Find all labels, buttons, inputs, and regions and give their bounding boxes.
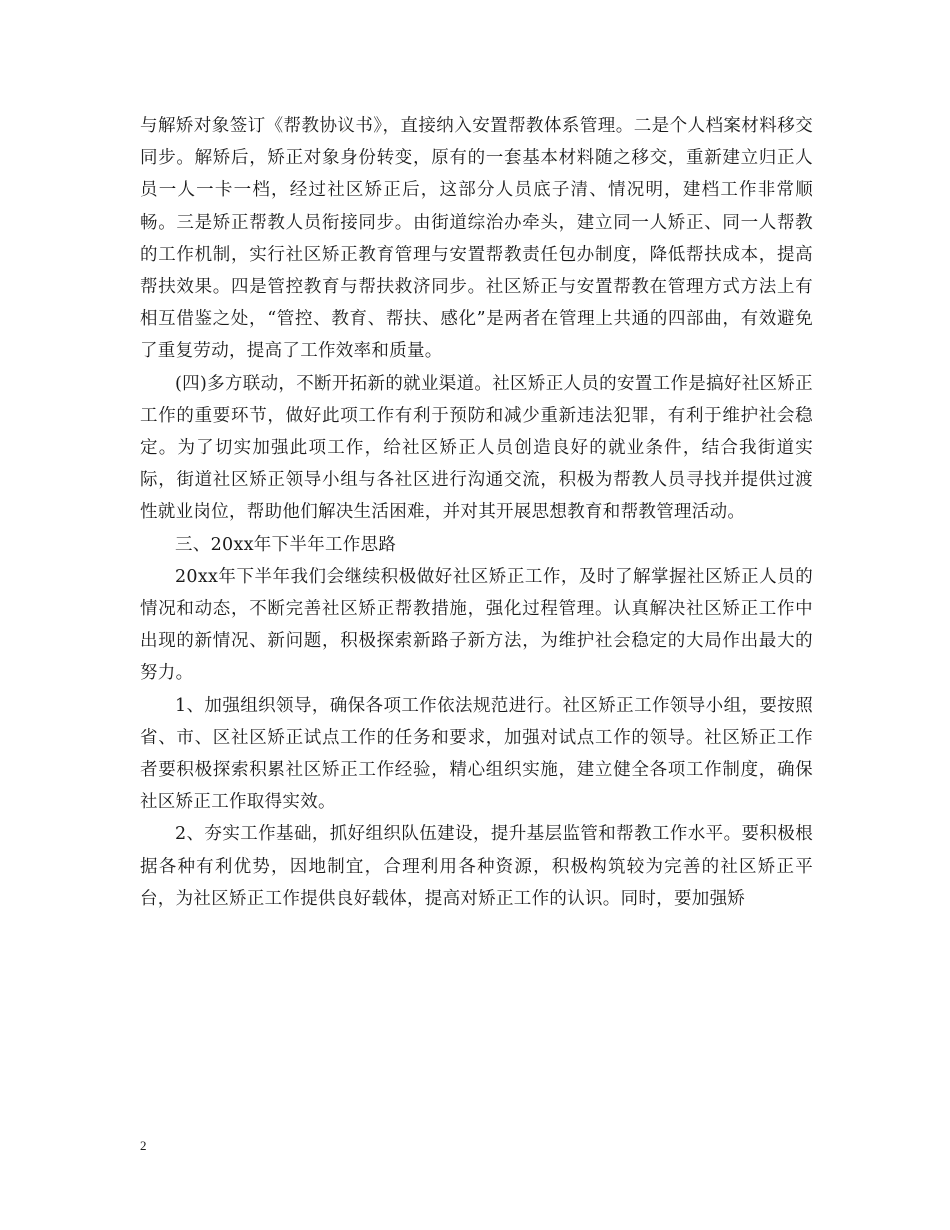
paragraph-plan-intro: 20xx年下半年我们会继续积极做好社区矫正工作，及时了解掌握社区矫正人员的情况和动态，不断完善社区矫正帮教措施，强化过程管理。认真解决社区矫正工作中出现的新情况、新问题，积极探索新路子新方法，为维护社会稳定的大局作出最大的努力。 xyxy=(140,566,813,684)
paragraph-continuation: 与解矫对象签订《帮教协议书》，直接纳入安置帮教体系管理。二是个人档案材料移交同步。解矫后，矫正对象身份转变，原有的一套基本材料随之移交，重新建立归正人员一人一卡一档，经过社区矫正后，这部分人员底子清、情况明，建档工作非常顺畅。三是矫正帮教人员衔接同步。由街道综治办牵头，建立同一人矫正、同一人帮教的工作机制，实行社区矫正教育管理与安置帮教责任包办制度，降低帮扶成本，提高帮扶效果。四是管控教育与帮扶救济同步。社区矫正与安置帮教在管理方式方法上有相互借鉴之处，“管控、教育、帮扶、感化”是两者在管理上共通的四部曲，有效避免了重复劳动，提高了工作效率和质量。 xyxy=(140,116,813,362)
paragraph-item-two: 2、夯实工作基础，抓好组织队伍建设，提升基层监管和帮教工作水平。要积极根据各种有利优势，因地制宜，合理利用各种资源，积极构筑较为完善的社区矫正平台，为社区矫正工作提供良好载体，提高对矫正工作的认识。同时，要加强矫 xyxy=(140,824,813,909)
paragraph-section-four: (四)多方联动，不断开拓新的就业渠道。社区矫正人员的安置工作是搞好社区矫正工作的重要环节，做好此项工作有利于预防和减少重新违法犯罪，有利于维护社会稳定。为了切实加强此项工作，给社区矫正人员创造良好的就业条件，结合我街道实际，街道社区矫正领导小组与各社区进行沟通交流，积极为帮教人员寻找并提供过渡性就业岗位，帮助他们解决生活困难，并对其开展思想教育和帮教管理活动。 xyxy=(140,373,813,523)
document-body xyxy=(140,110,813,915)
section-heading-three: 三、20xx年下半年工作思路 xyxy=(175,534,397,555)
paragraph-item-one: 1、加强组织领导，确保各项工作依法规范进行。社区矫正工作领导小组，要按照省、市、区社区矫正试点工作的任务和要求，加强对试点工作的领导。社区矫正工作者要积极探索积累社区矫正工作经验，精心组织实施，建立健全各项工作制度，确保社区矫正工作取得实效。 xyxy=(140,695,813,813)
page-number: 2 xyxy=(140,1138,147,1153)
